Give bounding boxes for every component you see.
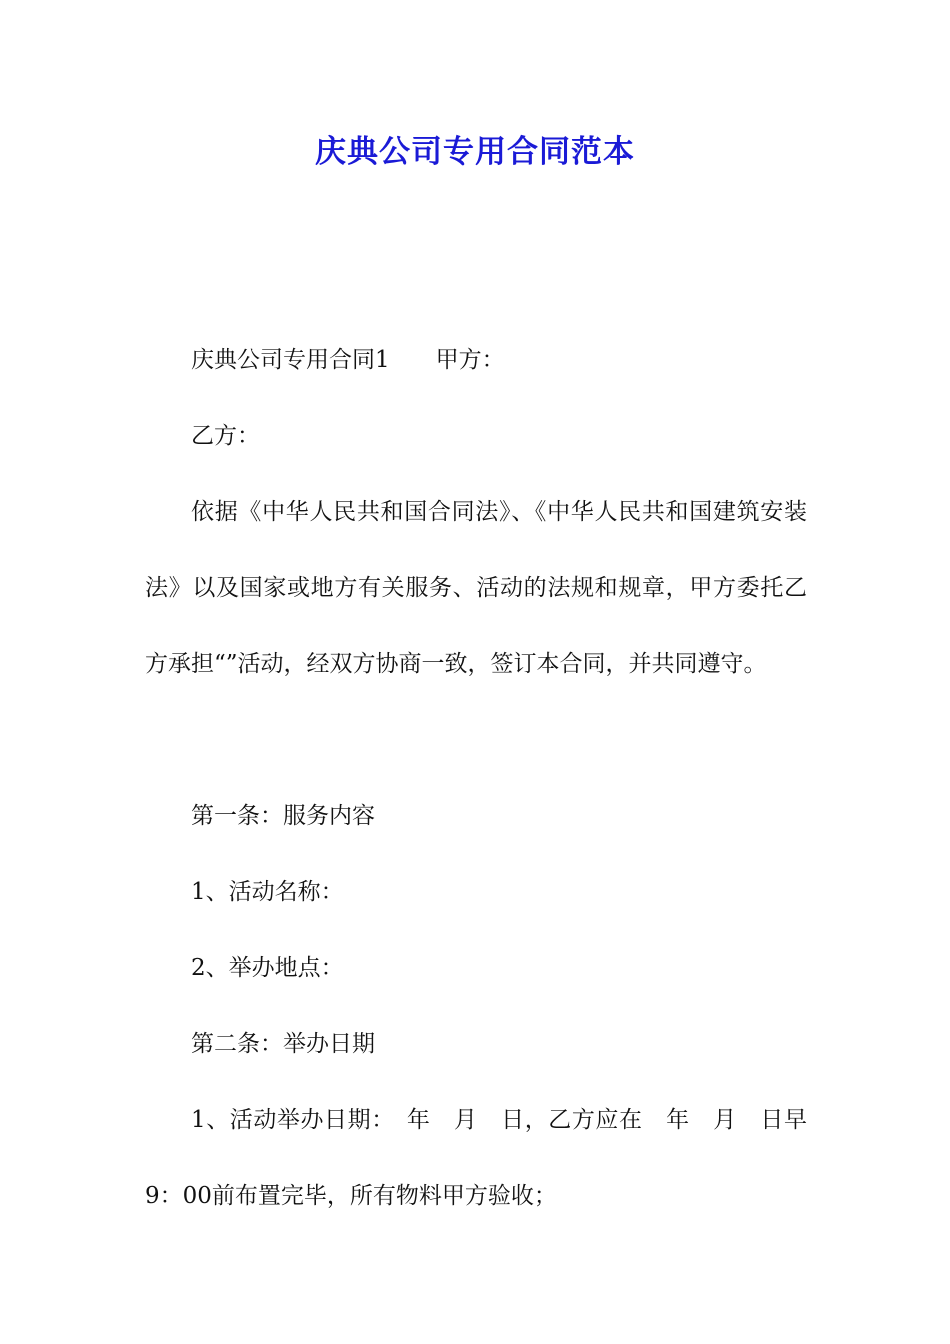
paragraph-party-b: 乙方： <box>191 423 260 449</box>
document-title: 庆典公司专用合同范本 <box>315 134 635 170</box>
paragraph-article-2: 第二条：举办日期 <box>191 1031 375 1057</box>
paragraph-item-venue: 2、举办地点： <box>191 955 344 981</box>
paragraph-party-a: 庆典公司专用合同1 甲方： <box>191 347 505 373</box>
paragraph-item-activity-name: 1、活动名称： <box>191 879 344 905</box>
paragraph-article-1: 第一条：服务内容 <box>191 803 375 829</box>
paragraph-preamble: 依据《中华人民共和国合同法》、《中华人民共和国建筑安装法》以及国家或地方有关服务、活动的法规和规章，甲方委托乙方承担“”活动，经双方协商一致，签订本合同，并共同遵守。 <box>145 499 807 677</box>
paragraph-item-date: 1、活动举办日期： 年 月 日，乙方应在 年 月 日早9：00前布置完毕，所有物料甲方验收； <box>145 1107 807 1209</box>
